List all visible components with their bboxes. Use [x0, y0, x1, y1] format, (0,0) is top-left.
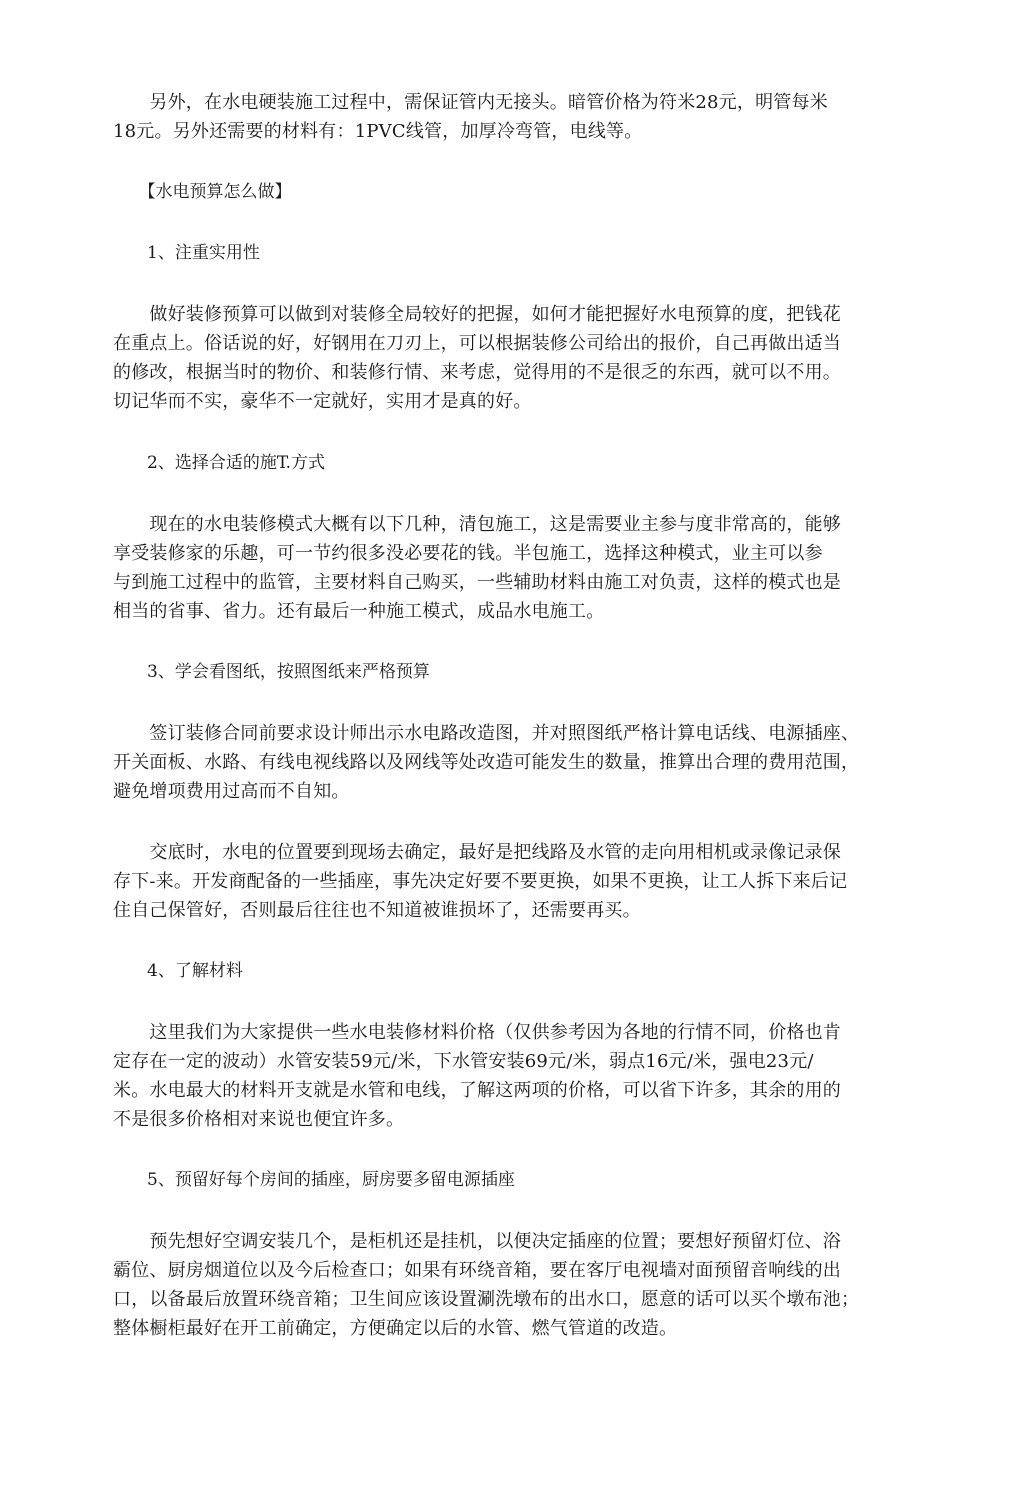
paragraph-material-prices: 这里我们为大家提供一些水电装修材料价格（仅供参考因为各地的行情不同，价格也肯 定存在一定的波动）水管安装59元/米，下水管安装69元/米，弱点16元/米，强电23元/ 米。水电最大的材料开支就是水管和电线，了解这两项的价格，可以省下许多，其余的用的 不是很多价格相对来说也便宜许多。 — [113, 1022, 841, 1130]
subheading-5: 5、预留好每个房间的插座，厨房要多留电源插座 — [113, 1170, 515, 1190]
subheading-1: 1、注重实用性 — [113, 243, 260, 263]
paragraph-handover: 交底时，水电的位置要到现场去确定，最好是把线路及水管的走向用相机或录像记录保 存下-来。开发商配备的一些插座，事先决定好要不要更换，如果不更换，让工人拆下来后记 住自己保管好，否则最后往往也不知道被谁损坏了，还需要再买。 — [113, 842, 848, 921]
document-page — [113, 88, 913, 1343]
paragraph-drawings: 签订装修合同前要求设计师出示水电路改造图，并对照图纸严格计算电话线、电源插座、 开关面板、水路、有线电视线路以及网线等处改造可能发生的数量，推算出合理的费用范围， 避免增项费用过高而不自知。 — [113, 723, 860, 802]
paragraph-practicality: 做好装修预算可以做到对装修全局较好的把握，如何才能把握好水电预算的度，把钱花 在重点上。俗话说的好，好钢用在刀刃上，可以根据装修公司给出的报价，自己再做出适当 的修改，根据当时的物价、和装修行情、来考虑，觉得用的不是很乏的东西，就可以不用。 切记华而不实，豪华不一定就好，实用才是真的好。 — [113, 304, 841, 412]
section-title-budget: 【水电预算怎么做】 — [113, 182, 292, 202]
paragraph-sockets: 预先想好空调安装几个，是柜机还是挂机，以便决定插座的位置；要想好预留灯位、浴 霸位、厨房烟道位以及今后检查口；如果有环绕音箱，要在客厅电视墙对面预留音响线的出 口，以备最后放置环绕音箱；卫生间应该设置涮洗墩布的出水口，愿意的话可以买个墩布池； 整体橱柜最好在开工前确定，方便确定以后的水管、燃气管道的改造。 — [113, 1231, 860, 1339]
subheading-3: 3、学会看图纸，按照图纸来严格预算 — [113, 662, 430, 682]
subheading-4: 4、了解材料 — [113, 961, 243, 981]
paragraph-pipe-prices: 另外，在水电硬装施工过程中，需保证管内无接头。暗管价格为符米28元，明管每米 18元。另外还需要的材料有：1PVC线管，加厚冷弯管，电线等。 — [113, 92, 828, 142]
subheading-2: 2、选择合适的施T.方式 — [113, 453, 326, 473]
paragraph-construction-modes: 现在的水电装修模式大概有以下几种，清包施工，这是需要业主参与度非常高的，能够 享受装修家的乐趣，可一节约很多没必要花的钱。半包施工，选择这种模式，业主可以参 与到施工过程中的监管，主要材料自己购买，一些辅助材料由施工对负责，这样的模式也是 相当的省事、省力。还有最后一种施工模式，成品水电施工。 — [113, 514, 841, 622]
